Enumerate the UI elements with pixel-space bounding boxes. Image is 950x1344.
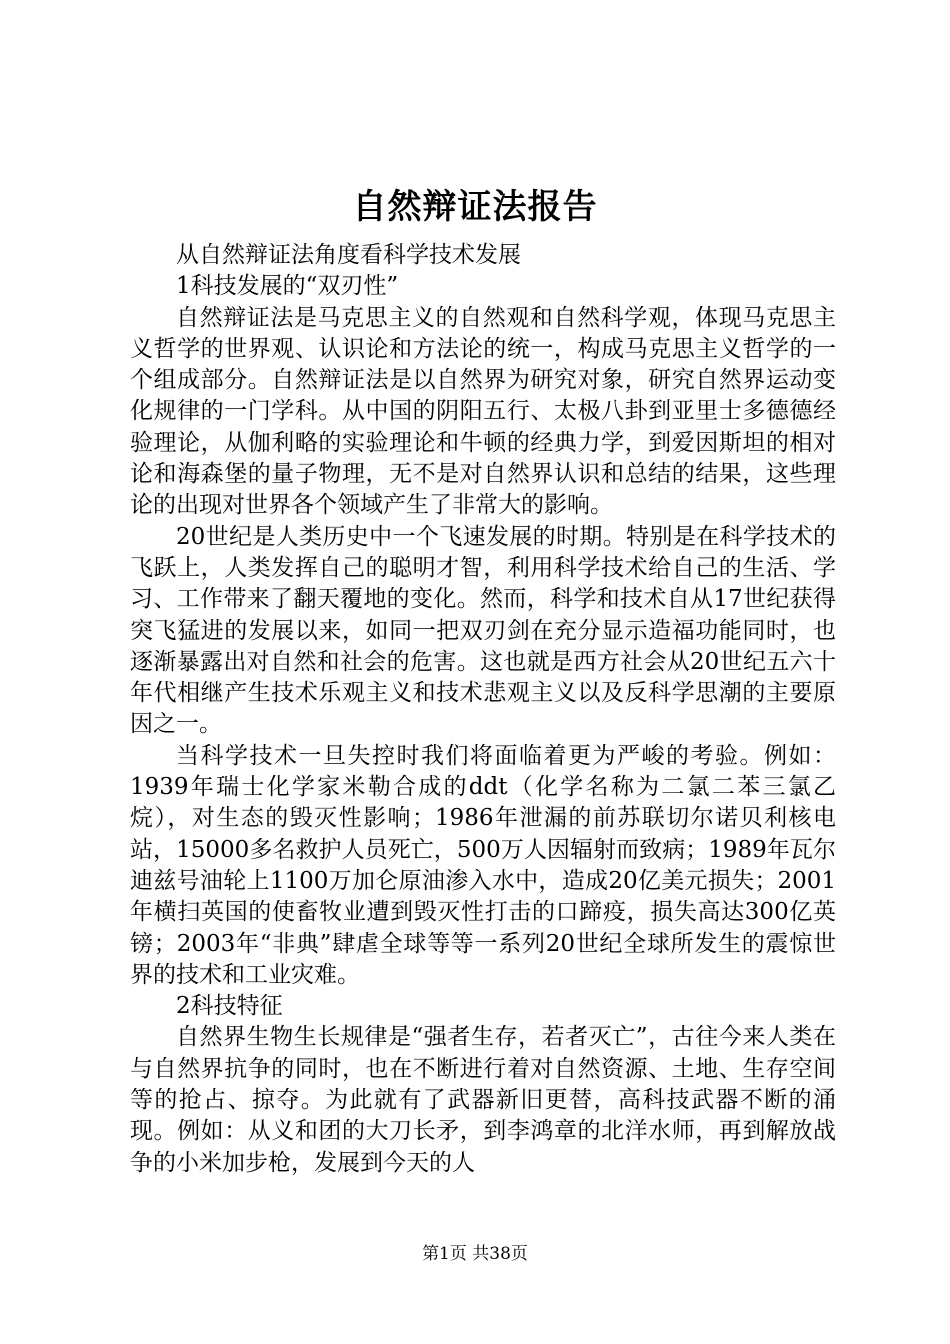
body-paragraph: 20世纪是人类历史中一个飞速发展的时期。特别是在科学技术的飞跃上，人类发挥自己的聪明才智，利用科学技术给自己的生活、学习、工作带来了翻天覆地的变化。然而，科学和技术自从17世纪获得突飞猛进的发展以来，如同一把双刃剑在充分显示造福功能同时，也逐渐暴露出对自然和社会的危害。这也就是西方社会从20世纪五六十年代相继产生技术乐观主义和技术悲观主义以及反科学思潮的主要原因之一。: [130, 523, 836, 738]
subtitle-line: 从自然辩证法角度看科学技术发展: [176, 242, 521, 268]
section-heading-2: 2科技特征: [176, 993, 283, 1020]
page-footer: 第1页 共38页: [422, 1244, 528, 1264]
document-body: [130, 240, 836, 1179]
document-title: 自然辩证法报告: [352, 187, 598, 227]
section-heading-1: 1科技发展的“双刃性”: [176, 273, 399, 300]
body-paragraph: 当科学技术一旦失控时我们将面临着更为严峻的考验。例如：1939年瑞士化学家米勒合成的ddt（化学名称为二氯二苯三氯乙烷），对生态的毁灭性影响；1986年泄漏的前苏联切尔诺贝利核电站，15000多名救护人员死亡，500万人因辐射而致病；1989年瓦尔迪兹号油轮上1100万加仑原油渗入水中，造成20亿美元损失；2001年横扫英国的使畜牧业遭到毁灭性打击的口蹄疫，损失高达300亿英镑；2003年“非典”肆虐全球等等一系列20世纪全球所发生的震惊世界的技术和工业灾难。: [130, 742, 836, 988]
body-paragraph: 自然辩证法是马克思主义的自然观和自然科学观，体现马克思主义哲学的世界观、认识论和方法论的统一，构成马克思主义哲学的一个组成部分。自然辩证法是以自然界为研究对象，研究自然界运动变化规律的一门学科。从中国的阴阳五行、太极八卦到亚里士多德德经验理论，从伽利略的实验理论和牛顿的经典力学，到爱因斯坦的相对论和海森堡的量子物理，无不是对自然界认识和总结的结果，这些理论的出现对世界各个领域产生了非常大的影响。: [130, 304, 836, 519]
body-paragraph: 自然界生物生长规律是“强者生存，若者灭亡”，古往今来人类在与自然界抗争的同时，也在不断进行着对自然资源、土地、生存空间等的抢占、掠夺。为此就有了武器新旧更替，高科技武器不断的涌现。例如：从义和团的大刀长矛，到李鸿章的北洋水师，再到解放战争的小米加步枪，发展到今天的人: [130, 1024, 836, 1176]
